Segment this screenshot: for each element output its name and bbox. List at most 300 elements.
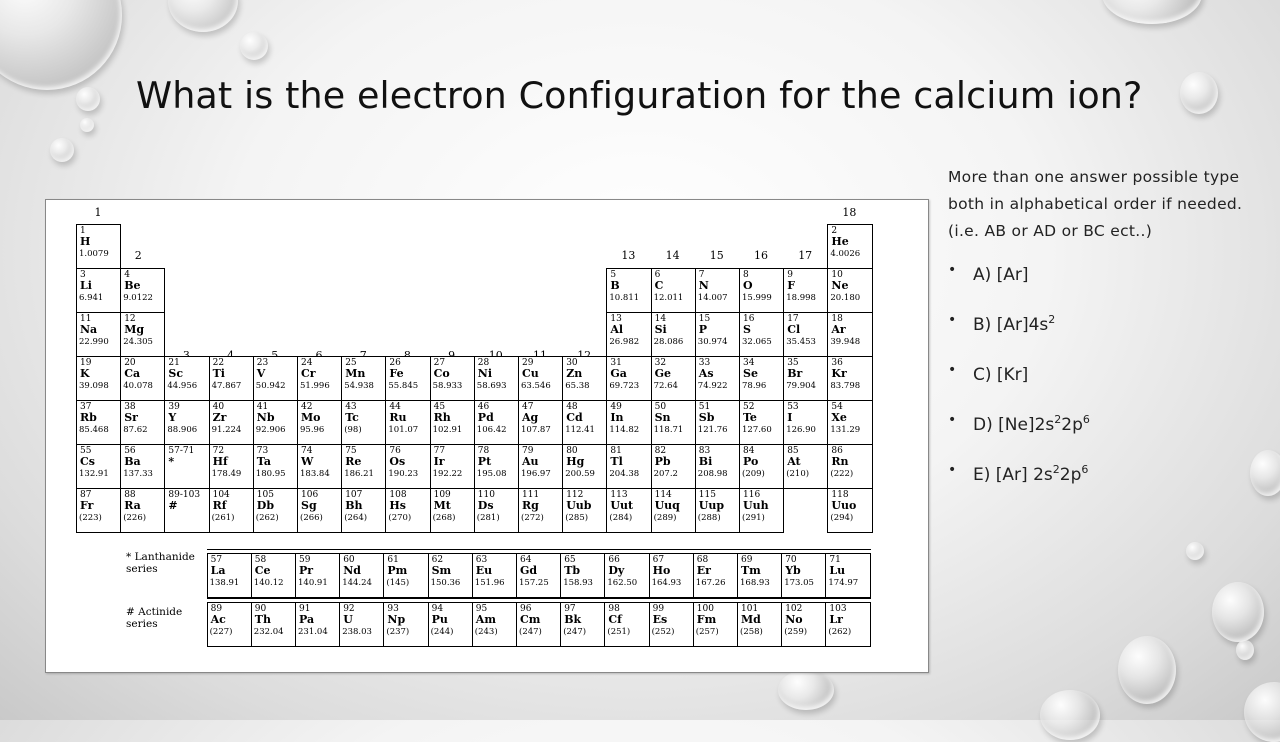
element-cell <box>297 356 342 401</box>
atomic-mass: 195.08 <box>476 469 507 479</box>
atomic-number: 110 <box>477 490 495 500</box>
atomic-number: 8 <box>743 270 749 280</box>
element-symbol: Mt <box>433 499 451 512</box>
element-cell <box>560 602 605 647</box>
atomic-number: 112 <box>566 490 584 500</box>
answer-option-d: • D) $[Ne]2s^22p^6$ <box>948 409 1274 459</box>
atomic-mass: 12.011 <box>653 293 684 303</box>
atomic-mass: (270) <box>388 513 412 523</box>
atomic-mass: 112.41 <box>565 425 595 435</box>
element-cell <box>518 488 563 533</box>
element-symbol: Ac <box>210 613 226 626</box>
atomic-mass: 164.93 <box>651 578 682 588</box>
water-droplet <box>50 138 74 162</box>
atomic-number: 65 <box>564 555 576 565</box>
atomic-number: 39 <box>168 402 180 412</box>
element-symbol: Lu <box>829 564 846 577</box>
atomic-number: 61 <box>387 555 399 565</box>
atomic-mass: 137.33 <box>123 469 153 479</box>
atomic-number: 69 <box>741 555 753 565</box>
atomic-mass: 65.38 <box>565 381 590 391</box>
atomic-number: 91 <box>299 604 311 614</box>
element-cell <box>251 602 296 647</box>
element-cell <box>825 553 870 598</box>
element-cell <box>164 400 209 445</box>
element-cell <box>385 444 430 489</box>
water-droplet <box>1040 690 1100 740</box>
element-symbol: Y <box>168 411 177 424</box>
element-symbol: Cs <box>80 455 95 468</box>
atomic-mass: 180.95 <box>255 469 286 479</box>
atomic-mass: 232.04 <box>253 627 284 637</box>
element-cell <box>339 553 384 598</box>
atomic-mass: (294) <box>830 513 854 523</box>
atomic-mass: 126.90 <box>786 425 816 435</box>
element-cell <box>472 553 517 598</box>
atomic-number: 29 <box>522 358 534 368</box>
element-symbol: Ge <box>654 367 671 380</box>
element-cell <box>606 312 651 357</box>
element-cell <box>207 602 252 647</box>
element-symbol: Na <box>80 323 98 336</box>
element-cell <box>385 356 430 401</box>
element-cell <box>120 400 165 445</box>
element-symbol: Ca <box>124 367 141 380</box>
element-cell <box>430 356 475 401</box>
atomic-mass: 132.91 <box>79 469 109 479</box>
atomic-number: 106 <box>301 490 319 500</box>
element-cell <box>739 356 784 401</box>
element-cell <box>76 444 121 489</box>
atomic-number: 12 <box>124 314 136 324</box>
element-symbol: Pd <box>477 411 494 424</box>
element-cell <box>562 356 607 401</box>
element-symbol: Fm <box>696 613 717 626</box>
atomic-mass: 208.98 <box>697 469 728 479</box>
atomic-mass: 107.87 <box>521 425 551 435</box>
slide-title: What is the electron Configuration for the calcium ion? <box>136 74 1143 117</box>
atomic-number: 89-103 <box>168 490 201 500</box>
element-cell <box>739 268 784 313</box>
element-cell <box>341 488 386 533</box>
atomic-number: 24 <box>301 358 313 368</box>
atomic-number: 95 <box>475 604 488 614</box>
element-symbol: Si <box>654 323 667 336</box>
atomic-mass: 150.36 <box>430 578 461 588</box>
element-cell <box>651 444 696 489</box>
atomic-mass: 74.922 <box>697 381 728 391</box>
element-symbol: H <box>80 235 91 248</box>
element-cell <box>76 224 121 269</box>
element-cell <box>606 444 651 489</box>
element-cell <box>695 268 740 313</box>
element-symbol: Sm <box>431 564 452 577</box>
atomic-number: 25 <box>345 358 357 368</box>
series-separator-line <box>207 549 871 550</box>
atomic-number: 54 <box>831 402 843 412</box>
atomic-mass: (227) <box>209 627 233 637</box>
element-symbol: Yb <box>785 564 801 577</box>
element-symbol: Uuq <box>654 499 680 512</box>
element-symbol: S <box>743 323 751 336</box>
element-cell <box>474 356 519 401</box>
element-symbol: Pb <box>654 455 671 468</box>
element-symbol: Er <box>696 564 711 577</box>
atomic-mass: 72.64 <box>653 381 678 391</box>
atomic-number: 38 <box>124 402 136 412</box>
element-symbol: Rb <box>80 411 97 424</box>
element-cell <box>695 444 740 489</box>
atomic-mass: 95.96 <box>300 425 325 435</box>
element-cell <box>385 400 430 445</box>
element-symbol: Po <box>743 455 759 468</box>
element-cell <box>430 444 475 489</box>
atomic-mass: 174.97 <box>828 578 859 588</box>
element-cell <box>827 356 872 401</box>
element-symbol: Bh <box>345 499 363 512</box>
atomic-number: 27 <box>433 358 446 368</box>
element-symbol: Uut <box>610 499 634 512</box>
group-number-label: 14 <box>665 249 680 262</box>
element-cell <box>739 312 784 357</box>
element-symbol: Tc <box>345 411 359 424</box>
group-number-label: 1 <box>94 206 102 219</box>
element-cell <box>385 488 430 533</box>
element-symbol: Pr <box>299 564 314 577</box>
element-symbol: Mn <box>345 367 366 380</box>
atomic-number: 9 <box>787 270 793 280</box>
atomic-number: 34 <box>743 358 755 368</box>
element-cell <box>164 488 209 533</box>
atomic-number: 2 <box>831 226 838 236</box>
atomic-number: 55 <box>80 446 92 456</box>
atomic-mass: 204.38 <box>609 469 640 479</box>
element-cell <box>295 553 340 598</box>
element-symbol: Bk <box>564 613 582 626</box>
water-droplet <box>240 32 268 60</box>
atomic-mass: 91.224 <box>211 425 242 435</box>
element-symbol: Nb <box>256 411 275 424</box>
atomic-number: 49 <box>610 402 622 412</box>
atomic-number: 64 <box>520 555 532 565</box>
atomic-mass: 50.942 <box>255 381 286 391</box>
element-symbol: I <box>787 411 793 424</box>
element-symbol: Uuh <box>743 499 769 512</box>
element-cell <box>253 488 298 533</box>
element-cell <box>474 400 519 445</box>
atomic-mass: (243) <box>474 627 498 637</box>
atomic-number: 81 <box>610 446 622 456</box>
element-symbol: Ds <box>477 499 494 512</box>
atomic-number: 3 <box>80 270 86 280</box>
atomic-number: 58 <box>254 555 267 565</box>
element-cell <box>739 488 784 533</box>
atomic-number: 32 <box>654 358 667 368</box>
atomic-mass: 15.999 <box>742 293 772 303</box>
element-cell <box>739 444 784 489</box>
element-symbol: Bi <box>698 455 713 468</box>
element-symbol: Ta <box>256 455 272 468</box>
atomic-number: 94 <box>431 604 444 614</box>
element-symbol: Ni <box>477 367 493 380</box>
atomic-number: 28 <box>477 358 490 368</box>
atomic-number: 22 <box>212 358 225 368</box>
atomic-number: 10 <box>831 270 843 280</box>
element-symbol: Nd <box>343 564 361 577</box>
answer-panel <box>948 164 1274 509</box>
atomic-number: 78 <box>477 446 490 456</box>
atomic-mass: 22.990 <box>79 337 109 347</box>
element-symbol: Cl <box>787 323 801 336</box>
element-cell <box>120 356 165 401</box>
element-symbol: Uuo <box>831 499 857 512</box>
element-cell <box>606 356 651 401</box>
atomic-number: 36 <box>831 358 843 368</box>
atomic-mass: (226) <box>123 513 147 523</box>
element-symbol: Sc <box>168 367 184 380</box>
atomic-number: 53 <box>787 402 799 412</box>
atomic-mass: 55.845 <box>388 381 419 391</box>
atomic-number: 44 <box>389 402 401 412</box>
element-cell <box>651 312 696 357</box>
element-symbol: Cr <box>301 367 316 380</box>
atomic-mass: 63.546 <box>521 381 551 391</box>
atomic-mass: 167.26 <box>695 578 726 588</box>
element-symbol: Pm <box>387 564 408 577</box>
element-cell <box>253 444 298 489</box>
atomic-number: 57-71 <box>168 446 195 456</box>
element-symbol: Ce <box>254 564 271 577</box>
atomic-mass: 69.723 <box>609 381 640 391</box>
group-number-label: 17 <box>798 249 813 262</box>
element-cell <box>562 488 607 533</box>
atomic-mass: 186.21 <box>344 469 374 479</box>
atomic-mass: 162.50 <box>607 578 638 588</box>
element-symbol: Uub <box>566 499 592 512</box>
atomic-number: 23 <box>256 358 269 368</box>
atomic-number: 77 <box>433 446 446 456</box>
element-symbol: La <box>210 564 226 577</box>
atomic-number: 31 <box>610 358 622 368</box>
element-cell <box>827 268 872 313</box>
answer-option-c: • C) [Kr] <box>948 359 1274 409</box>
answer-option-a: • A) [Ar] <box>948 259 1274 309</box>
element-symbol: Se <box>743 367 758 380</box>
element-cell <box>695 312 740 357</box>
atomic-number: 108 <box>389 490 407 500</box>
element-cell <box>693 553 738 598</box>
atomic-number: 96 <box>520 604 532 614</box>
atomic-mass: (266) <box>300 513 323 523</box>
element-cell <box>604 602 649 647</box>
element-cell <box>737 602 782 647</box>
atomic-mass: (262) <box>828 627 852 637</box>
atomic-number: 84 <box>743 446 755 456</box>
element-cell <box>76 356 121 401</box>
atomic-mass: 196.97 <box>521 469 551 479</box>
element-symbol: Xe <box>831 411 847 424</box>
element-cell <box>430 400 475 445</box>
atomic-number: 76 <box>389 446 401 456</box>
element-cell <box>297 444 342 489</box>
atomic-mass: (259) <box>784 627 808 637</box>
atomic-number: 118 <box>831 490 849 500</box>
element-symbol: Ba <box>124 455 141 468</box>
series-separator-line <box>207 598 871 599</box>
atomic-mass: 44.956 <box>167 381 198 391</box>
atomic-mass: 51.996 <box>300 381 330 391</box>
atomic-mass: 190.23 <box>388 469 419 479</box>
element-symbol: Zn <box>566 367 583 380</box>
element-symbol: Db <box>256 499 275 512</box>
atomic-mass: 140.91 <box>298 578 328 588</box>
atomic-mass: (210) <box>786 469 810 479</box>
atomic-number: 107 <box>345 490 363 500</box>
atomic-number: 35 <box>787 358 799 368</box>
atomic-mass: 40.078 <box>123 381 153 391</box>
group-number-label: 18 <box>842 206 857 219</box>
element-cell <box>253 400 298 445</box>
atomic-number: 66 <box>608 555 620 565</box>
atomic-number: 97 <box>564 604 576 614</box>
atomic-mass: 158.93 <box>563 578 593 588</box>
atomic-mass: 83.798 <box>830 381 861 391</box>
element-symbol: Re <box>345 455 362 468</box>
atomic-number: 40 <box>212 402 225 412</box>
atomic-number: 4 <box>124 270 130 280</box>
atomic-mass: 9.0122 <box>123 293 153 303</box>
atomic-number: 75 <box>345 446 357 456</box>
element-cell <box>341 400 386 445</box>
atomic-number: 109 <box>433 490 451 500</box>
actinide-series-label: # Actinide series <box>126 606 183 630</box>
atomic-mass: 87.62 <box>123 425 148 435</box>
element-cell <box>474 488 519 533</box>
element-symbol: Br <box>787 367 803 380</box>
atomic-number: 68 <box>696 555 709 565</box>
atomic-mass: 114.82 <box>609 425 640 435</box>
atomic-mass: 24.305 <box>123 337 153 347</box>
element-symbol: Au <box>522 455 539 468</box>
atomic-mass: 10.811 <box>609 293 640 303</box>
atomic-mass: 30.974 <box>697 337 728 347</box>
atomic-mass: (251) <box>607 627 631 637</box>
periodic-table-image <box>45 199 929 673</box>
element-symbol: C <box>654 279 664 292</box>
atomic-number: 99 <box>652 604 665 614</box>
answer-options-list <box>948 259 1274 509</box>
element-symbol: W <box>301 455 314 468</box>
atomic-mass: 168.93 <box>740 578 770 588</box>
atomic-mass: 28.086 <box>653 337 684 347</box>
element-cell <box>695 400 740 445</box>
element-symbol: Es <box>652 613 668 626</box>
atomic-number: 52 <box>743 402 755 412</box>
atomic-mass: 6.941 <box>79 293 104 303</box>
element-symbol: Hg <box>566 455 585 468</box>
atomic-number: 30 <box>566 358 578 368</box>
atomic-mass: 138.91 <box>209 578 240 588</box>
group-number-label: 13 <box>621 249 636 262</box>
element-cell <box>297 400 342 445</box>
element-cell <box>649 553 694 598</box>
element-cell <box>651 400 696 445</box>
group-number-label: 16 <box>754 249 768 262</box>
element-symbol: Np <box>387 613 406 626</box>
element-cell <box>649 602 694 647</box>
atomic-mass: 35.453 <box>786 337 816 347</box>
element-cell <box>695 488 740 533</box>
element-symbol: Te <box>743 411 757 424</box>
atomic-mass: (145) <box>386 578 410 588</box>
element-cell <box>562 444 607 489</box>
element-symbol: Ho <box>652 564 671 577</box>
element-cell <box>518 400 563 445</box>
element-symbol: At <box>787 455 801 468</box>
atomic-mass: (272) <box>521 513 544 523</box>
element-cell <box>295 602 340 647</box>
element-cell <box>251 553 296 598</box>
element-symbol: U <box>343 613 353 626</box>
element-cell <box>516 553 561 598</box>
element-symbol: Sr <box>124 411 138 424</box>
atomic-number: 93 <box>387 604 399 614</box>
element-symbol: Tl <box>610 455 623 468</box>
atomic-mass: 1.0079 <box>79 249 109 259</box>
element-symbol: * <box>168 455 175 468</box>
atomic-number: 113 <box>610 490 628 500</box>
atomic-mass: (289) <box>653 513 677 523</box>
element-symbol: As <box>698 367 714 380</box>
atomic-number: 7 <box>698 270 705 280</box>
water-droplet <box>1102 0 1202 24</box>
atomic-mass: 178.49 <box>211 469 242 479</box>
element-cell <box>253 356 298 401</box>
atomic-number: 47 <box>522 402 534 412</box>
atomic-mass: 4.0026 <box>830 249 861 259</box>
atomic-number: 85 <box>787 446 799 456</box>
element-symbol: Rh <box>433 411 451 424</box>
element-symbol: Ra <box>124 499 141 512</box>
atomic-number: 59 <box>299 555 311 565</box>
water-droplet <box>778 670 834 710</box>
atomic-mass: 121.76 <box>697 425 728 435</box>
element-symbol: Kr <box>831 367 847 380</box>
atomic-mass: 231.04 <box>298 627 328 637</box>
element-symbol: P <box>698 323 708 336</box>
atomic-mass: (247) <box>563 627 587 637</box>
element-symbol: Fr <box>80 499 94 512</box>
water-droplet <box>168 0 238 32</box>
element-cell <box>383 602 428 647</box>
element-cell <box>76 400 121 445</box>
element-cell <box>604 553 649 598</box>
element-cell <box>827 400 872 445</box>
element-symbol: Li <box>80 279 92 292</box>
atomic-number: 42 <box>301 402 313 412</box>
element-symbol: K <box>80 367 90 380</box>
atomic-mass: 32.065 <box>742 337 772 347</box>
atomic-number: 13 <box>610 314 622 324</box>
atomic-mass: 183.84 <box>300 469 330 479</box>
element-symbol: Ga <box>610 367 627 380</box>
element-cell <box>516 602 561 647</box>
element-cell <box>472 602 517 647</box>
atomic-number: 80 <box>566 446 578 456</box>
element-cell <box>164 444 209 489</box>
element-symbol: O <box>743 279 753 292</box>
atomic-mass: (268) <box>432 513 456 523</box>
